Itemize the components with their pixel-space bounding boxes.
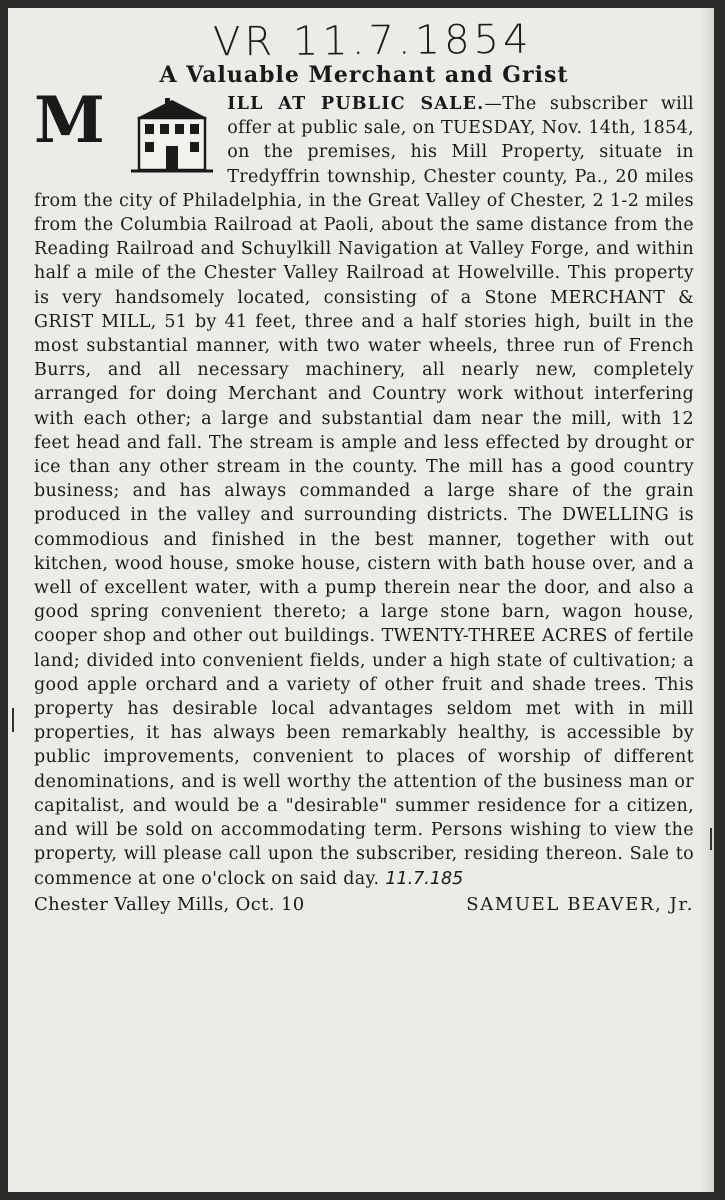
article-headline: A Valuable Merchant and Grist [159,62,569,88]
drop-cap-letter: M [34,83,106,158]
signature: SAMUEL BEAVER, Jr. [466,893,694,915]
handwritten-date-note: VR 11.7.1854 [212,16,533,66]
closing-handwritten-note: 11.7.185 [385,868,464,889]
advertisement-article [34,62,694,917]
margin-mark [12,708,14,732]
dateline: Chester Valley Mills, Oct. 10 [34,893,305,915]
article-body: —The subscriber will offer at public sale, on TUESDAY, Nov. 14th, 1854, on the premises, his Mill Property, situate in Tredyffrin township, Chester county, Pa., 20 miles from the city of Philadelphia, in the Great Valley of Chester, 2 1-2 miles from the Columbia Railroad at Paoli, about the same distance from the Reading Railroad and Schuylkill Navigation at Valley Forge, and within half a mile of the Chester Valley Railroad at Howelville. This property is very handsomely located, consisting of a Stone MERCHANT & GRIST MILL, 51 by 41 feet, three and a half stories high, built in the most substantial manner, with two water wheels, three run of French Burrs, and all necessary machinery, all nearly new, completely arranged for doing Merchant and Country work without interfering with each other; a large and substantial dam near the mill, with 12 feet head and fall. The stream is ample and less effected by drought or ice than any other stream in the county. The mill has a good country business; and has always commanded a large share of the grain produced in the valley and surrounding districts. The DWELLING is commodious and finished in the best manner, together with out kitchen, wood house, smoke house, cistern with bath house over, and a well of excellent water, with a pump therein near the door, and also a good spring convenient thereto; a large stone barn, wagon house, cooper shop and other out buildings. TWENTY-THREE ACRES of fertile land; divided into convenient fields, under a high state of cultivation; a good apple orchard and a variety of other fruit and shade trees. This property has desirable local advantages seldom met with in mill properties, it has always been remarkably healthy, is accessible by public improvements, convenient to places of worship of different denominations, and is well worthy the attention of the business man or capitalist, and would be a "desirable" summer residence for a citizen, and will be sold on accommodating term. Persons wishing to view the property, will please call upon the subscriber, residing thereon. Sale to commence at one o'clock on said day. [34,94,694,889]
clipping-edge-shadow [700,8,714,1192]
article-lead: ILL AT PUBLIC SALE. [227,94,485,114]
article-signoff [34,893,694,917]
house-woodcut-icon [127,96,217,176]
margin-mark [710,828,712,850]
newspaper-clipping [8,8,714,1192]
